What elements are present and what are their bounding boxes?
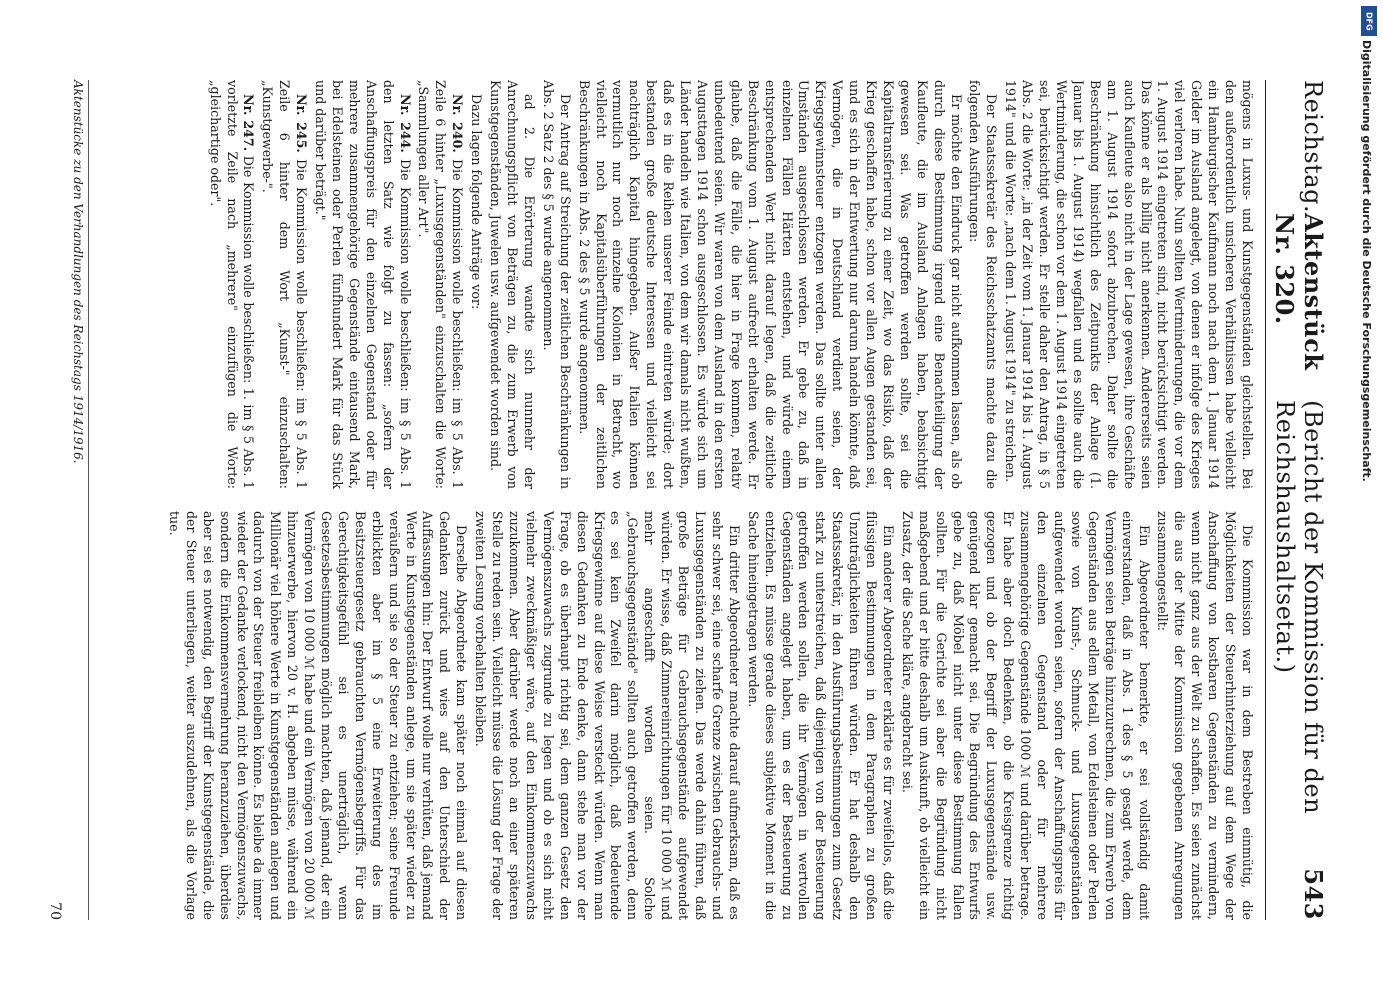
motion-number: Nr. 240. [450, 94, 466, 153]
motion-number: Nr. 247. [241, 94, 257, 152]
paragraph: Dazu lagen folgende Anträge vor: [469, 94, 485, 310]
paragraph: Die Kommission war in dem Bestreben einmütig, die Möglichkeiten der Steuerhinterziehung auf dem Wege der Anschaffung von kostbaren Gegenständen zu vermindern, wenn nicht ganz aus der Welt zu schaffen. Es seien zunächst die aus der Mitte der Kommission gegebenen Anregungen zusammengestellt: [1155, 511, 1255, 920]
motion [311, 80, 412, 489]
paragraph: Der Antrag auf Streichung der zeitlichen Beschränkungen in Abs. 2 Satz 2 des § 5 wurde angenommen. [540, 80, 573, 489]
motion-text: Die Kommission wolle beschließen: im § 5 Abs. 1 Zeile 6 hinter „Luxusgegenständen" einzuschalten die Worte: „Sammlungen aller Art". [416, 80, 466, 489]
motion-text: Die Kommission wolle beschließen: 1. im § 5 Abs. 1 vorletzte Zeile nach „mehrere" einzufügen die Worte: „gleichartige oder". [207, 80, 257, 489]
left-column [95, 80, 1255, 489]
motion-number: Nr. 245. [294, 94, 310, 153]
motion-text: Die Kommission wolle beschließen: im § 5 Abs. 1 den letzten Satz wie folgt zu fassen: „sofern der Anschaffungspreis für den einzelnen Gegenstand oder für mehrere zusammengehörige Gegenstände eintausend Mark, bei Edelsteinen oder Perlen fünfhundert Mark für das Stück und darüber beträgt." [313, 80, 413, 489]
right-column [95, 511, 1255, 920]
motion [206, 80, 257, 489]
paragraph: Ein dritter Abgeordneter machte darauf aufmerksam, daß es sehr schwer sei, eine scharfe Grenze zwischen Gebrauchs- und Luxusgegenständen zu ziehen. Das werde dahin führen, daß große Beträge für Gebrauchsgegenstände aufgewendet würden. Er wisse, daß Zimmereinrichtungen für 10 000 ℳ und mehr angeschafft worden seien. Solche „Gebrauchsgegenstände" sollten auch getroffen werden, denn es sei kein Zweifel darin möglich, daß bedeutende Kriegsgewinne auf diese Weise versteckt würden. Wenn man diesen Gedanken zu Ende denke, dann stehe man vor der Frage, ob es überhaupt richtig sei, dem ganzen Gesetz den Vermögenszuwachs zugrunde zu legen und ob es sich nicht vielmehr zweckmäßiger wäre, auf den Einkommenszuwachs zuzukommen. Aber darüber werde noch an einer späteren Stelle zu reden sein. Vielleicht müsse die Lösung der Frage der zweiten Lesung vorbehalten bleiben. [473, 511, 742, 920]
page-number: 543 [1299, 868, 1328, 920]
motion-number: Nr. 244. [397, 94, 413, 153]
page-header [1265, 80, 1328, 920]
header-left: Reichstag. [1299, 80, 1327, 214]
paragraph: Derselbe Abgeordnete kam später noch einmal auf diesen Gedanken zurück und wies auf den Unterschied der Auffassungen hin: Der Entwurf wolle nur verhüten, daß jemand Werte in Kunstgegenständen anlege, um sie später wieder zu veräußern und sie so der Steuer zu entziehen; seine Freunde erblickten aber im § 5 eine Erweiterung des im Besitzsteuergesetz gebrauchten Vermögensbegriffs. Für das Gerechtigkeitsgefühl sei es unerträglich, wenn Gesetzesbestimmungen möglich machten, daß jemand, der ein Vermögen von 10 000 ℳ habe und ein Vermögen von 20 000 ℳ hinzuerwerbe, hiervon 20 v. H. abgeben müsse, während ein Millionär viel höhere Werte in Kunstgegenständen anlegen und dadurch von der Steuer freibleiben könne. Es bleibe da immer wieder der Gedanke verlockend, nicht den Vermögenszuwachs, sondern die Einkommensvermehrung heranzuziehen, überdies aber sei es notwendig, den Begriff der Kunstgegenstände, die der Steuer unterliegen, weiter auszudehnen, als die Vorlage tue. [166, 511, 470, 920]
motion-text: Die Kommission wolle beschließen: im § 5 Abs. 1 Zeile 6 hinter dem Wort „Kunst-" einzuschalten: „Kunstgewerbe-". [260, 80, 310, 489]
paragraph: Er möchte den Eindruck gar nicht aufkommen lassen, als ob durch diese Bestimmung irgend eine Benachteiligung der Kaufleute, die im Ausland Anlagen haben, beabsichtigt gewesen sei. Was getroffen werden sollte, sei die Kapitaltransferierung zu einer Zeit, wo das Risiko, daß der Krieg geschaffen habe, schon vor allen Augen gestanden sei, und es sich in der Entwertung nur darum handeln könnte, daß Vermögen, die in Deutschland verdient seien, der Kriegsgewinnsteuer entzogen werden. Das sollte unter allen Umständen ausgeschlossen werden. Er gebe zu, daß in einzelnen Fällen Härten entstehen, und würde einem entsprechenden Wert nicht darauf legen, daß die zeitliche Beschränkung vom 1. August aufrecht erhalten werde. Er glaube, daß die Fälle, die hier in Frage kommen, relativ unbedeutend seien. Wir waren von dem Ausland in den ersten Augusttagen 1914 schon ausgeschlossen. Es würde sich um Länder handeln wie Italien, von dem wir damals nicht wußten, daß es in die Reihen unserer Feinde eintreten würde; dort bestanden große deutsche Interessen und vielleicht sei nachträglich Kapital hingegeben. Außer Italien können vermutlich nur noch einzelne Kolonien in Betracht, wo vielleicht noch Kapitalsüberführungen der zeitlichen Beschränkungen in Abs. 2 des § 5 wurde angenommen. [576, 80, 964, 489]
footer-page-number: 70 [47, 902, 63, 920]
digitization-credit [1353, 0, 1383, 1000]
paragraph: mögens in Luxus- und Kunstgegenständen gleichstellen. Bei den außerordentlich unsicheren Verhältnissen habe vielleicht ein Hamburgischer Kaufmann noch nach dem 1. Januar 1914 Gelder im Ausland angelegt, von denen er infolge des Krieges viel verloren habe. Nun sollten Wertminderungen, die vor dem 1. August 1914 eingetreten sind, nicht berücksichtigt werden. Das könne er als billig nicht anerkennen. Andererseits seien auch Kaufleute also nicht in der Lage gewesen, ihre Geschäfte am 1. August 1914 sofort abzubrechen. Daher sollte die Beschränkung hinsichtlich des Zeitpunkts der Anlage (1. Januar bis 1. August 1914) wegfallen und es sollte auch die Wertminderung, die schon vor dem 1. August 1914 eingetreten sei, berücksichtigt werden. Er stelle daher den Antrag, in § 5 Abs. 2 die Worte: „in der Zeit vom 1. Januar 1914 bis 1. August 1914" und die Worte: „nach dem 1. August 1914" zu streichen. [1003, 80, 1255, 489]
credit-text: Digitalisierung gefördert durch die Deutsche Forschungsgemeinschaft. [1360, 40, 1373, 482]
dfg-logo-icon: DFG [1361, 6, 1377, 36]
paragraph: Der Staatssekretär des Reichsschatzamts machte dazu die folgenden Ausführungen: [967, 80, 1000, 489]
motion [258, 80, 309, 489]
motion [415, 80, 466, 489]
header-center: Aktenstück Nr. 320. [1270, 213, 1328, 371]
header-title: (Bericht der Kommission für den Reichshaushaltsetat.) [1271, 400, 1327, 815]
paragraph: Ein anderer Abgeordneter erklärte es für zweifellos, daß die flüssigen Bestimmungen in dem Paragraphen zu großen Unzuträglichkeiten führen würden. Er hat deshalb den Staatssekretär, in den Ausführungsbestimmungen zum Gesetz stark zu unterstreichen, daß diejenigen von der Besteuerung getroffen werden sollen, die ihr Vermögen in wertvollen Gegenständen angelegt haben, um es der Besteuerung zu entziehen. Es müsse gerade dieses subjektive Moment in die Sache hineingetragen werden. [745, 511, 896, 920]
footnote: Aktenstücke zu den Verhandlungen des Reichstags 1914/1916. [71, 80, 89, 920]
paragraph: Ein Abgeordneter bemerkte, er sei vollständig damit einverstanden, daß in Abs. 1 des § 5 gesagt werde, dem Vermögen seien Beträge hinzuzurechnen, die zum Erwerb von Gegenständen aus edlem Metall, von Edelsteinen oder Perlen sowie von Kunst-, Schmuck- und Luxusgegenständen aufgewendet worden seien, sofern der Anschaffungspreis für den einzelnen Gegenstand oder für mehrere zusammengehörige Gegenstände 1000 ℳ und darüber betrage. Er habe aber doch Bedenken, ob die Kreisgrenze richtig gezogen und ob der Begriff der Luxusgegenstände usw. genügend klar gemacht sei. Die Begründung des Entwurfs gebe zu, daß Möbel nicht unter diese Bestimmung fallen sollten. Für die Gerichte sei aber die Begründung nicht maßgebend und er bitte deshalb um Auskunft, ob vielleicht ein Zusatz, der die Sache kläre, angebracht sei. [899, 511, 1152, 920]
paragraph: ad 2. Die Erörterung wandte sich nunmehr der Anrechnungspflicht von Beträgen zu, die zum Erwerb von Kunstgegenständen, Juwelen usw. aufgewendet worden sind. [488, 80, 537, 489]
